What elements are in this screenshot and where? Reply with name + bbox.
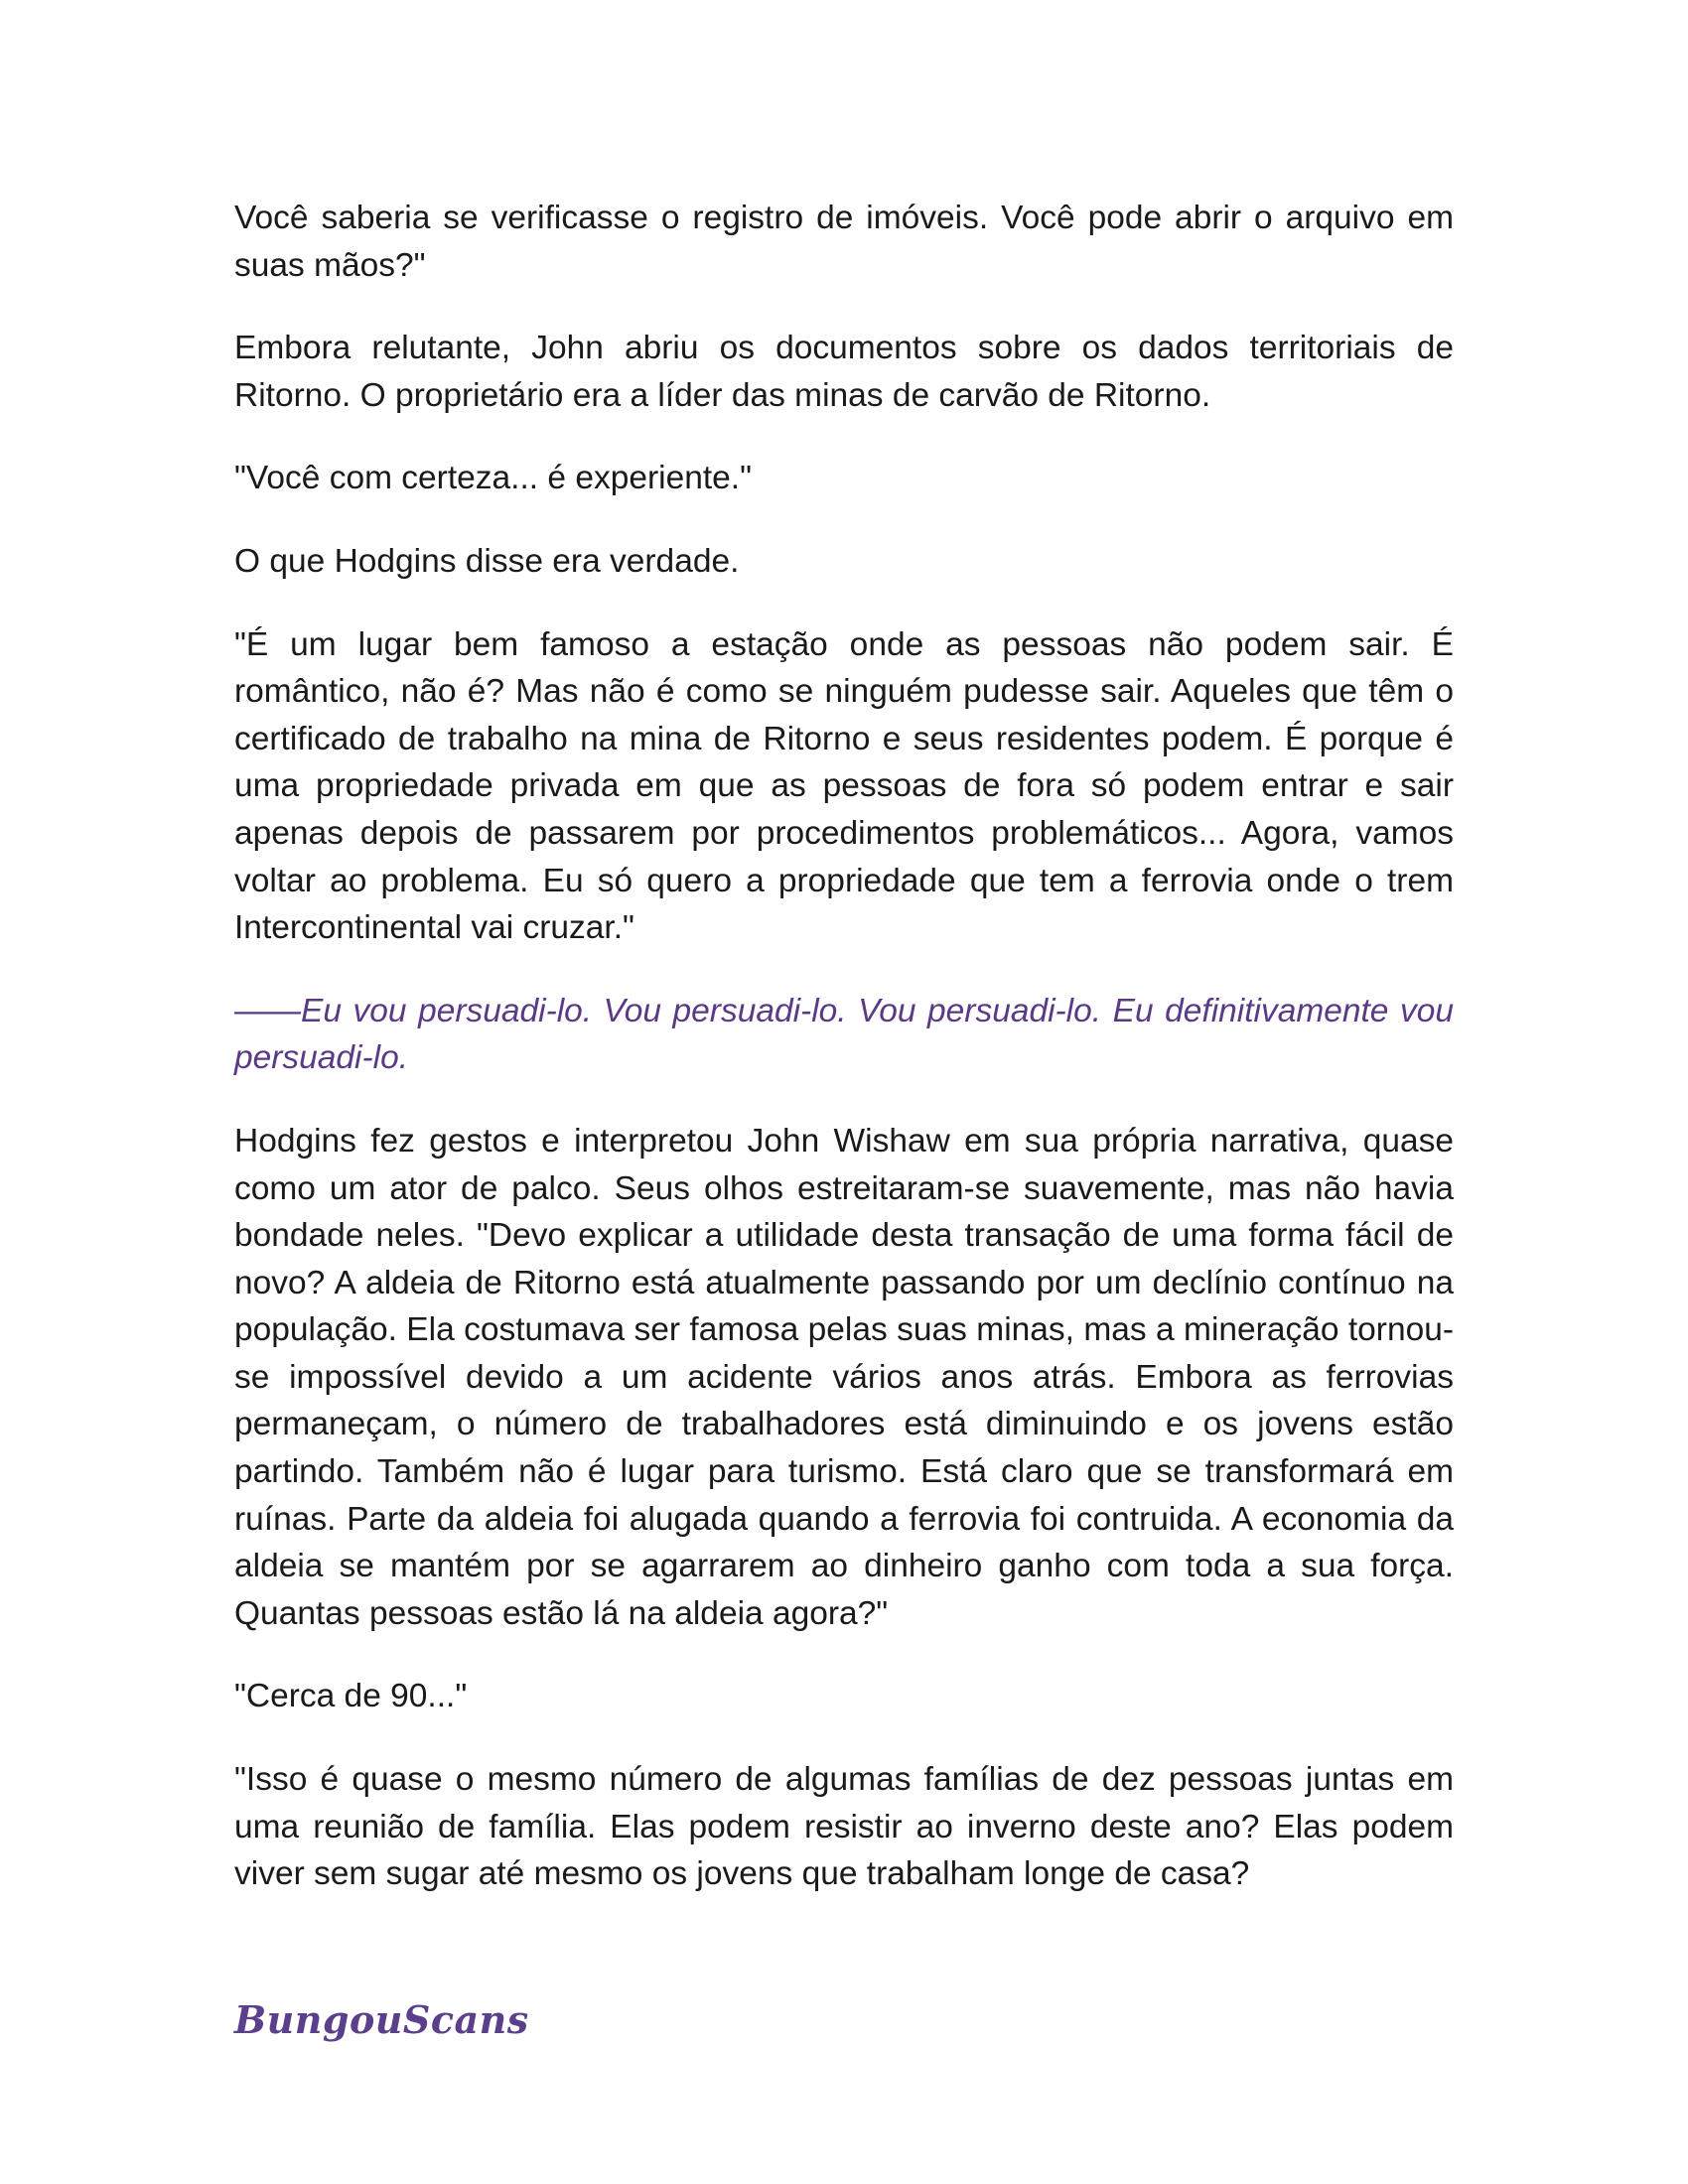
- document-body: [234, 195, 1454, 1934]
- paragraph-registry: Você saberia se verificasse o registro de imóveis. Você pode abrir o arquivo em suas mãos?": [234, 200, 1454, 284]
- paragraph-experienced: "Você com certeza... é experiente.": [234, 460, 752, 497]
- paragraph-thought-persuade: ——Eu vou persuadi-lo. Vou persuadi-lo. Vou persuadi-lo. Eu definitivamente vou persuadi-lo.: [234, 992, 1454, 1077]
- watermark-logo: BungouScans: [234, 1997, 529, 2042]
- paragraph-hodgins-narrative: Hodgins fez gestos e interpretou John Wishaw em sua própria narrativa, quase como um ator de palco. Seus olhos estreitaram-se suavemente, mas não havia bondade neles. "Devo explicar a utilidade desta transação de uma forma fácil de novo? A aldeia de Ritorno está atualmente passando por um declínio contínuo na população. Ela costumava ser famosa pelas suas minas, mas a mineração tornou-se impossível devido a um acidente vários anos atrás. Embora as ferrovias permaneçam, o número de trabalhadores está diminuindo e os jovens estão partindo. Também não é lugar para turismo. Está claro que se transformará em ruínas. Parte da aldeia foi alugada quando a ferrovia foi contruida. A economia da aldeia se mantém por se agarrarem ao dinheiro ganho com toda a sua força. Quantas pessoas estão lá na aldeia agora?": [234, 1122, 1454, 1632]
- paragraph-about-90: "Cerca de 90...": [234, 1678, 468, 1715]
- paragraph-truth: O que Hodgins disse era verdade.: [234, 542, 740, 580]
- paragraph-families: "Isso é quase o mesmo número de algumas famílias de dez pessoas juntas em uma reunião de família. Elas podem resistir ao inverno deste ano? Elas podem viver sem sugar até mesmo os jovens que trabalham longe de casa?: [234, 1761, 1454, 1893]
- paragraph-john-documents: Embora relutante, John abriu os documentos sobre os dados territoriais de Ritorno. O proprietário era a líder das minas de carvão de Ritorno.: [234, 330, 1454, 414]
- paragraph-famous-station: "É um lugar bem famoso a estação onde as pessoas não podem sair. É romântico, não é? Mas não é como se ninguém pudesse sair. Aqueles que têm o certificado de trabalho na mina de Ritorno e seus residentes podem. É porque é uma propriedade privada em que as pessoas de fora só podem entrar e sair apenas depois de passarem por procedimentos problemáticos... Agora, vamos voltar ao problema. Eu só quero a propriedade que tem a ferrovia onde o trem Intercontinental vai cruzar.": [234, 625, 1454, 947]
